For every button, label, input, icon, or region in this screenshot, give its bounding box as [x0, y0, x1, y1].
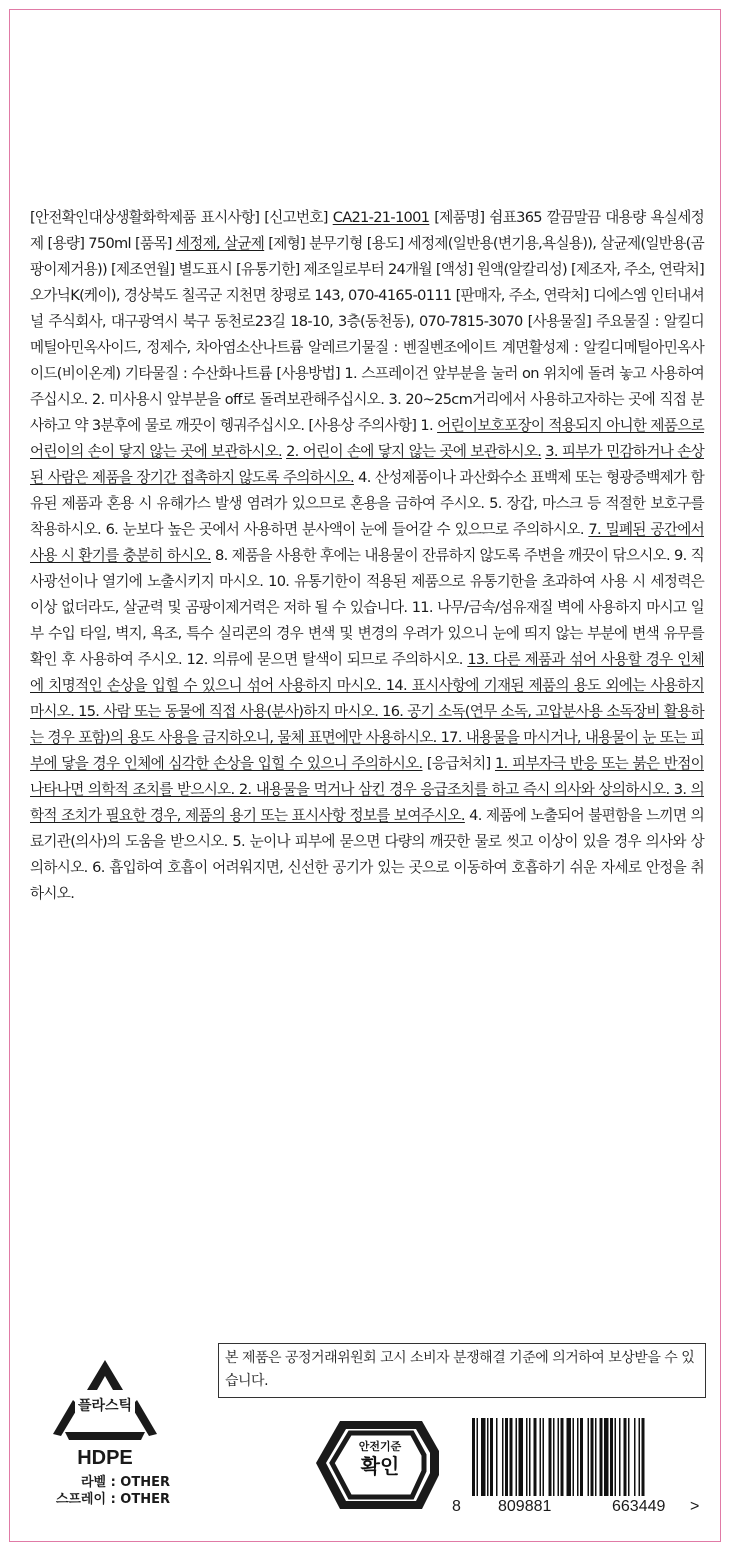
barcode-bar [477, 1418, 479, 1496]
barcode-bar [549, 1418, 552, 1496]
barcode-bar [529, 1418, 531, 1496]
barcode-bar [591, 1418, 594, 1496]
caution-underlined: 어린이보호포장이 적용되지 아니한 제품으로 어린이의 손이 닿지 않는 곳에 보관하시오. [30, 417, 704, 460]
label-segment: [응급처치] [422, 755, 495, 772]
label-segment: [제품명] 쉼표365 깔끔말끔 대용량 욕실세정제 [용량] 750ml [품목] [30, 209, 704, 252]
barcode-bar [615, 1418, 617, 1496]
material-code: HDPE [77, 1447, 133, 1469]
recycle-icon [45, 1356, 165, 1446]
barcode-image [470, 1418, 698, 1496]
barcode-bar [600, 1418, 603, 1496]
spray-material: 스프레이 : OTHER [55, 1492, 170, 1507]
barcode-bar [543, 1418, 545, 1496]
barcode-bar [558, 1418, 560, 1496]
barcode-bar [526, 1418, 528, 1496]
barcode-bar [595, 1418, 597, 1496]
first-aid-underlined: 1. 피부자극 반응 또는 붉은 반점이 나타나면 의학적 조치를 받으시오. 2. 내용물을 먹거나 삼킨 경우 응급조치를 하고 즉시 의사와 상의하시오. 3. 의학적 조치가 필요한 경우, 제품의 용기 또는 표시사항 정보를 보여주시오. [30, 755, 704, 824]
barcode-digits-left: 809881 [498, 1498, 552, 1515]
barcode-bar [487, 1418, 489, 1496]
label-material: 라벨 : OTHER [80, 1475, 170, 1490]
barcode-bar [628, 1418, 630, 1496]
barcode-end-mark: > [690, 1498, 700, 1515]
report-number: CA21-21-1001 [332, 209, 430, 226]
consumer-notice-box [218, 1343, 706, 1398]
recycle-info [30, 1474, 170, 1508]
barcode-bar [634, 1418, 636, 1496]
barcode-bar [519, 1418, 524, 1496]
barcode-number [452, 1498, 712, 1518]
barcode-bar [573, 1418, 575, 1496]
barcode-bar [610, 1418, 613, 1496]
barcode-digits-right: 663449 [612, 1498, 666, 1515]
barcode-bar [481, 1418, 486, 1496]
barcode-bar [510, 1418, 513, 1496]
barcode-bar [472, 1418, 475, 1496]
safety-mark-label [330, 1440, 430, 1478]
barcode-bar [624, 1418, 627, 1496]
label-text-block [30, 205, 704, 907]
barcode-bar [642, 1418, 645, 1496]
barcode-bar [505, 1418, 508, 1496]
barcode-bar [496, 1418, 498, 1496]
barcode-bar [540, 1418, 542, 1496]
safety-mark-top: 안전기준 [358, 1440, 402, 1453]
label-segment: 4. 산성제품이나 과산화수소 표백제 또는 형광증백제가 함유된 제품과 혼용 시 유해가스 발생 염려가 있으므로 혼용을 금하여 주시오. 5. 장갑, 마스크 등 적절한 보호구를 착용하시오. 6. 눈보다 높은 곳에서 사용하면 분사액이 눈에 들어갈 수 있으므로 주의하시오. [30, 469, 704, 538]
barcode-bar [588, 1418, 590, 1496]
caution-underlined: 7. 밀폐된 공간에서 사용 시 환기를 충분히 하시오. [30, 521, 704, 564]
label-segment: 8. 제품을 사용한 후에는 내용물이 잔류하지 않도록 주변을 깨끗이 닦으시오. 9. 직사광선이나 열기에 노출시키지 마시오. 10. 유통기한이 적용된 제품으로 유통기한을 초과하여 사용 시 세정력은 이상 없더라도, 살균력 및 곰팡이제거력은 저하 될 수 있습니다. 11. 나무/금속/섬유재질 벽에 사용하지 마시고 일부 수입 타일, 벽지, 욕조, 특수 실리콘의 경우 변색 및 변경의 우려가 있으니 눈에 띄지 않는 부분에 변색 유무를 확인 후 사용하여 주시오. 12. 의류에 묻으면 탈색이 되므로 주의하시오. [30, 547, 704, 668]
barcode-bar [604, 1418, 609, 1496]
barcode-bar [490, 1418, 493, 1496]
caution-underlined: 13. 다른 제품과 섞어 사용할 경우 인체에 치명적인 손상을 입힐 수 있으니 섞어 사용하지 마시오. 14. 표시사항에 기재된 제품의 용도 외에는 사용하지 마시오. 15. 사람 또는 동물에 직접 사용(분사)하지 마시오. 16. 공기 소독(연무 소독, 고압분사용 소독장비 활용하는 경우 포함)의 용도 사용을 금지하오니, 물체 표면에만 사용하시오. 17. 내용물을 마시거나, 내용물이 눈 또는 피부에 닿을 경우 인체에 심각한 손상을 입힐 수 있으니 주의하시오. [30, 651, 704, 772]
recycle-mark-text: 플라스틱 [77, 1398, 133, 1414]
caution-underlined: 3. 피부가 민감하거나 손상된 사람은 제품을 장기간 접촉하지 않도록 주의하시오. [30, 443, 704, 486]
caution-underlined: 2. 어린이 손에 닿지 않는 곳에 보관하시오. [286, 443, 542, 460]
barcode-bar [619, 1418, 621, 1496]
barcode-bar [567, 1418, 572, 1496]
safety-mark-main: 확인 [360, 1454, 400, 1478]
barcode-bar [639, 1418, 641, 1496]
label-segment: 4. 제품에 노출되어 불편함을 느끼면 의료기관(의사)의 도움을 받으시오. 5. 눈이나 피부에 묻으면 다량의 깨끗한 물로 씻고 이상이 있을 경우 의사와 상의하시오. 6. 흡입하여 호흡이 어려워지면, 신선한 공기가 있는 곳으로 이동하여 호흡하기 쉬운 자세로 안정을 취하시오. [30, 807, 704, 902]
label-segment: [안전확인대상생활화학제품 표시사항] [30, 209, 260, 226]
barcode-bar [577, 1418, 579, 1496]
product-category: 세정제, 살균제 [175, 235, 265, 252]
barcode-bar [553, 1418, 555, 1496]
barcode-bar [534, 1418, 537, 1496]
barcode-digit-first: 8 [452, 1498, 461, 1515]
label-segment: [신고번호] [259, 209, 333, 226]
label-segment: [사용물질] 주요물질 : 알킬디메틸아민옥사이드, 정제수, 차아염소산나트륨 알레르기물질 : 벤질벤조에이트 계면활성제 : 알킬디메틸아민옥사이드(비이온계) 기타물질 : 수산화나트륨 [사용방법] 1. 스프레이건 앞부분을 눌러 on 위치에 돌려 놓고 사용하여 주십시오. 2. 미사용시 앞부분을 off로 돌려보관해주십시오. 3. 20~25cm거리에서 사용하고자하는 곳에 직접 분사하고 약 3분후에 물로 깨끗이 헹궈주십시오. [사용상 주의사항] 1. [30, 313, 704, 434]
barcode-bar [516, 1418, 518, 1496]
consumer-notice-text: 본 제품은 공정거래위원회 고시 소비자 분쟁해결 기준에 의거하여 보상받을 수 있습니다. [225, 1350, 695, 1389]
barcode-bar [580, 1418, 583, 1496]
barcode-bar [502, 1418, 504, 1496]
label-segment: [제형] 분무기형 [용도] 세정제(일반용(변기용,욕실용)), 살균제(일반용(곰팡이제거용)) [제조연월] 별도표시 [유통기한] 제조일로부터 24개월 [액성] 원액(알칼리성) [제조자, 주소, 연락처] 오가닉K(케이), 경상북도 칠곡군 지천면 창평로 143, 070-4165-0111 [판매자, 주소, 연락처] 디에스엠 인터내셔널 주식회사, 대구광역시 북구 동천로23길 18-10, 3층(동천동), 070-7815-3070 [30, 235, 704, 330]
barcode-bar [561, 1418, 564, 1496]
